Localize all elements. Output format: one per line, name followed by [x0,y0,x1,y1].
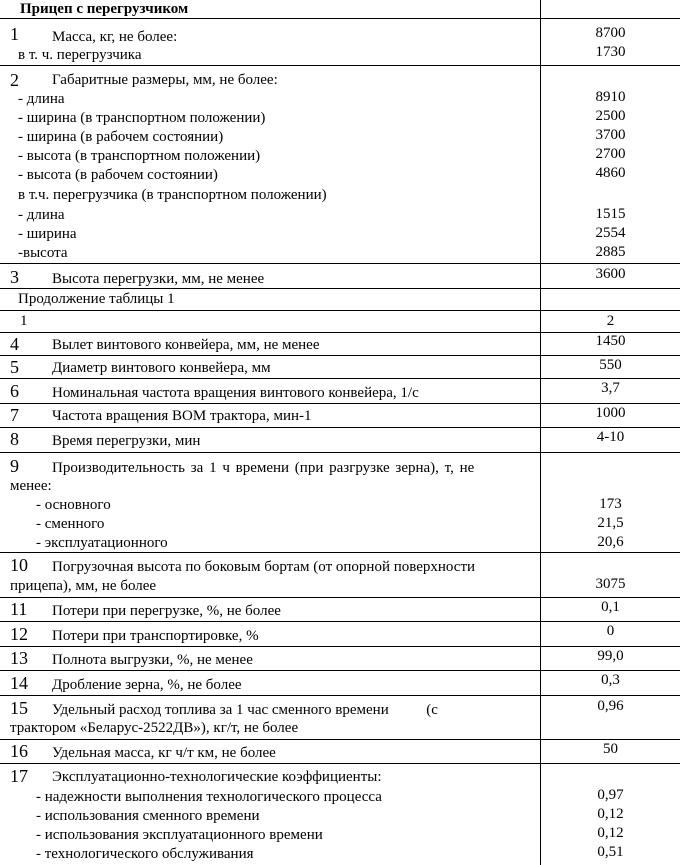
row-text: - использования эксплуатационного времени [36,827,323,843]
row-number: 6 [10,381,19,401]
row-value: 8910 [595,89,626,105]
table-row [0,264,680,289]
table-row [0,553,680,598]
row-value: 3,7 [601,380,620,396]
table-row [0,696,680,740]
row-value: 0,1 [601,599,620,615]
table-title-row [0,0,680,19]
table-row [0,19,680,66]
row-number: 12 [10,624,28,644]
row-value: 4-10 [596,429,625,445]
row-text: Вылет винтового конвейера, мм, не менее [52,337,320,353]
row-number: 11 [10,599,28,619]
row-number: 10 [10,555,28,575]
row-text: Эксплуатационно-технологические коэффициенты: [52,769,382,785]
row-number: 7 [10,405,19,425]
row-text: Дробление зерна, %, не более [52,677,242,693]
row-text: Потери при транспортировке, % [52,628,259,644]
row-value: 173 [599,496,622,512]
row-number: 14 [10,673,28,693]
row-text: в т.ч. перегрузчика (в транспортном положении) [18,187,327,203]
row-text: Масса, кг, не более: [52,29,178,45]
row-value: 3075 [595,576,626,592]
row-number: 4 [10,334,19,354]
row-text: прицепа), мм, не более [10,578,157,594]
row-text: Номинальная частота вращения винтового конвейера, 1/с [52,385,419,401]
row-value: 99,0 [597,648,624,664]
row-value: 0,96 [597,698,624,714]
row-text: - ширина (в рабочем состоянии) [18,129,224,145]
row-number: 9 [10,456,19,476]
row-value: 2500 [595,108,626,124]
row-value: 0,97 [597,787,624,803]
row-text: - надежности выполнения технологического процесса [36,789,382,805]
row-text: - использования сменного времени [36,808,260,824]
row-value: 1515 [595,206,626,222]
row-value: 550 [599,357,622,373]
continuation-row [0,289,680,311]
table-title: Прицеп с перегрузчиком [20,1,189,17]
row-number: 1 [10,24,19,44]
row-text: трактором «Беларус-2522ДВ»), кг/т, не более [10,720,299,736]
row-value: 0,3 [601,672,620,688]
row-value: 0,51 [597,844,624,860]
row-value: 1000 [595,405,626,421]
table-row [0,66,680,264]
row-number: 5 [10,357,19,377]
row-text: Высота перегрузки, мм, не менее [52,271,265,287]
row-value: 2700 [595,146,626,162]
row-text: - технологического обслуживания [36,846,254,862]
row-value: 2554 [595,225,626,241]
row-number: 15 [10,698,28,718]
table-row [0,598,680,622]
row-number: 8 [10,429,19,449]
table-row [0,379,680,404]
row-number: 13 [10,648,28,668]
continuation-label: Продолжение таблицы 1 [18,291,175,307]
table-row [0,453,680,553]
row-text: - основного [36,497,111,513]
table-row [0,333,680,356]
table-row [0,764,680,865]
row-text: - ширина [18,226,77,242]
row-value: 4860 [595,165,626,181]
row-value: 0,12 [597,806,624,822]
row-text: - высота (в транспортном положении) [18,148,261,164]
row-value: 0 [606,623,615,639]
row-text: Частота вращения ВОМ трактора, мин-1 [52,408,312,424]
row-text: -высота [18,245,68,261]
table-row [0,647,680,671]
table-row [0,622,680,647]
column-divider [540,0,541,865]
column-number: 1 [20,313,28,329]
column-number-row [0,311,680,333]
row-text: в т. ч. перегрузчика [18,47,142,63]
row-value: 0,12 [597,825,624,841]
row-value: 3600 [595,266,626,282]
row-text: - длина [18,91,65,107]
table-row [0,428,680,453]
row-text: Удельная масса, кг ч/т км, не более [52,745,276,761]
row-value: 50 [603,741,618,757]
table-row [0,404,680,428]
table-row [0,740,680,764]
row-value: 1450 [595,333,626,349]
row-text: Погрузочная высота по боковым бортам (от опорной поверхности [52,559,476,575]
row-value: 1730 [595,44,626,60]
row-text: - высота (в рабочем состоянии) [18,167,218,183]
row-number: 2 [10,70,19,90]
table-row [0,671,680,696]
row-value: 21,5 [597,515,624,531]
row-number: 3 [10,267,19,287]
row-text: Удельный расход топлива за 1 час сменного времени (с [52,702,438,718]
row-text: - сменного [36,516,105,532]
row-text: - ширина (в транспортном положении) [18,110,266,126]
row-number: 17 [10,766,28,786]
row-text: Потери при перегрузке, %, не более [52,603,281,619]
row-text: Полнота выгрузки, %, не менее [52,652,253,668]
row-value: 3700 [595,127,626,143]
row-text: Время перегрузки, мин [52,433,201,449]
row-text: Производительность за 1 ч времени (при разгрузке зерна), т, не [52,460,475,476]
row-text: Габаритные размеры, мм, не более: [52,72,278,88]
row-text: менее: [10,478,52,494]
row-number: 16 [10,741,28,761]
row-text: - длина [18,207,65,223]
row-value: 2885 [595,244,626,260]
column-number: 2 [606,313,615,329]
row-text: Диаметр винтового конвейера, мм [52,360,271,376]
row-value: 8700 [595,25,626,41]
row-value: 20,6 [597,534,624,550]
table-row [0,356,680,379]
row-text: - эксплуатационного [36,535,168,551]
